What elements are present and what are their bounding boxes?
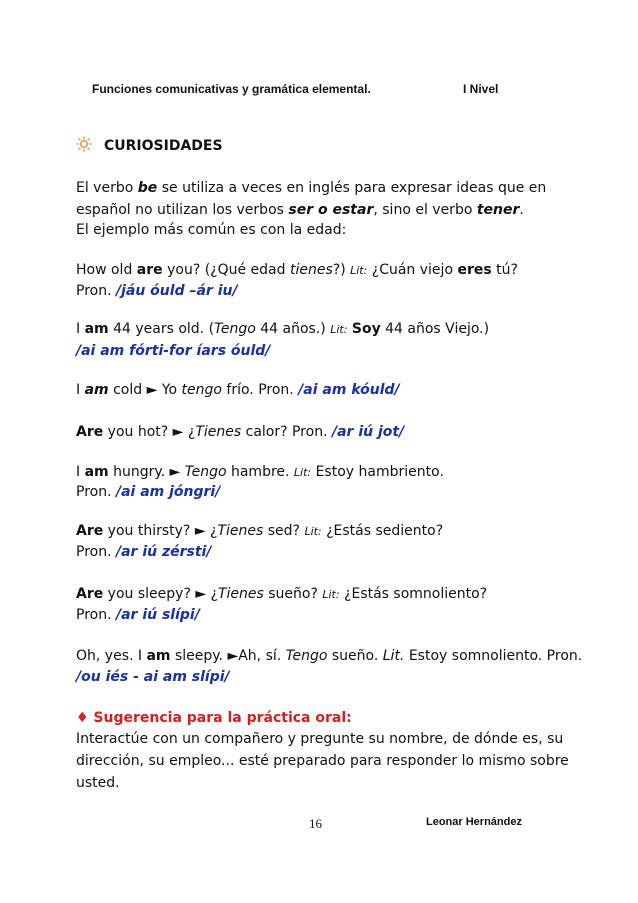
intro-line-1: El verbo be se utiliza a veces en inglés para expresar ideas que en — [76, 180, 547, 196]
suggestion-line-1: Interactúe con un compañero y pregunte su nombre, de dónde es, su — [76, 731, 564, 747]
section-title: CURIOSIDADES — [104, 138, 223, 154]
intro-line-3: El ejemplo más común es con la edad: — [76, 222, 347, 238]
example-4: Are you hot? ► ¿Tienes calor? Pron. /ar iú jot/ — [76, 424, 405, 440]
suggestion-line-3: usted. — [76, 775, 120, 791]
example-7: Are you sleepy? ► ¿Tienes sueño? Lit: ¿Estás somnoliento? — [76, 586, 488, 602]
header-level: I Nivel — [463, 82, 499, 96]
example-5-pron: Pron. /ai am jóngri/ — [76, 484, 221, 500]
example-3: I am cold ► Yo tengo frío. Pron. /ai am kóuld/ — [76, 382, 400, 398]
page-number: 16 — [309, 816, 322, 831]
example-1: How old are you? (¿Qué edad tienes?) Lit: ¿Cuán viejo eres tú? — [76, 262, 518, 278]
suggestion-title: ♦ Sugerencia para la práctica oral: — [76, 710, 352, 726]
example-1-pron: Pron. /jáu óuld –ár iu/ — [76, 283, 238, 299]
example-5: I am hungry. ► Tengo hambre. Lit: Estoy hambriento. — [76, 464, 444, 480]
example-8: Oh, yes. I am sleepy. ►Ah, sí. Tengo sueño. Lit. Estoy somnoliento. Pron. — [76, 648, 583, 664]
example-6-pron: Pron. /ar iú zérsti/ — [76, 544, 212, 560]
author-name: Leonar Hernández — [426, 816, 522, 828]
intro-line-2: español no utilizan los verbos ser o estar, sino el verbo tener. — [76, 202, 524, 218]
suggestion-line-2: dirección, su empleo... esté preparado para responder lo mismo sobre — [76, 753, 569, 769]
example-7-pron: Pron. /ar iú slípi/ — [76, 607, 200, 623]
header-title: Funciones comunicativas y gramática elemental. — [92, 82, 371, 96]
section-heading — [76, 135, 223, 157]
sun-icon — [76, 136, 92, 152]
example-2: I am 44 years old. (Tengo 44 años.) Lit: Soy 44 años Viejo.) — [76, 321, 490, 337]
example-8-pron: /ou iés - ai am slípi/ — [76, 669, 230, 685]
example-2-pron: /ai am fórti-for íars óuld/ — [76, 343, 271, 359]
example-6: Are you thirsty? ► ¿Tienes sed? Lit: ¿Estás sediento? — [76, 523, 444, 539]
